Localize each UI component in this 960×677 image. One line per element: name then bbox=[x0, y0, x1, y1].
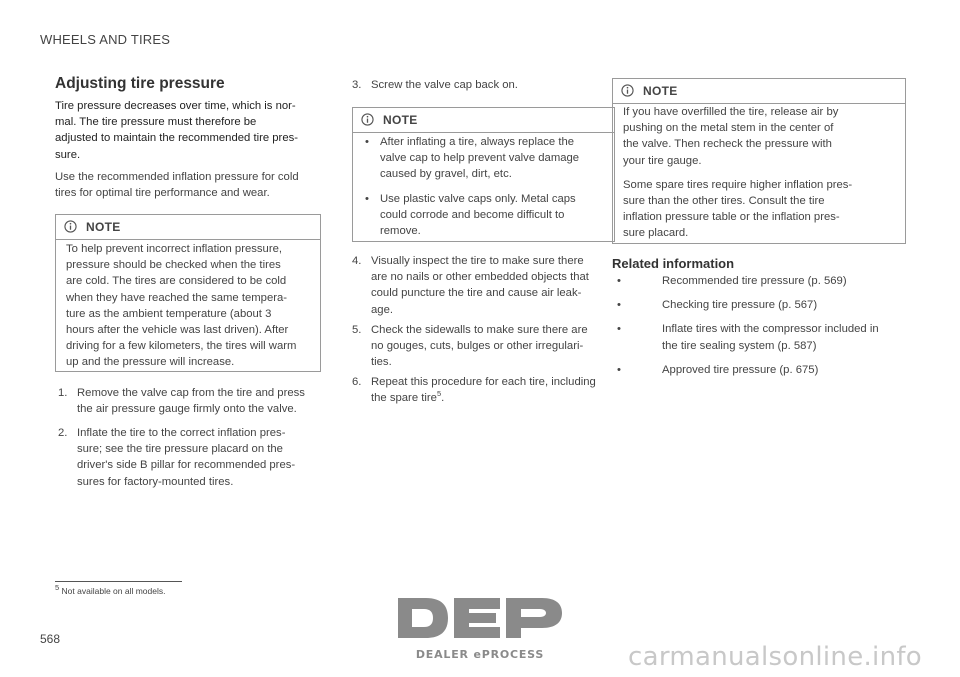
note-body: If you have overfilled the tire, release air by pushing on the metal stem in the center of the valve. Then recheck the pressure with your tire gauge. Some spare tires require higher inflation pres- sure than the other tires. Consult the tire inflation pressure table or the inflation pres- sure placard. bbox=[623, 106, 853, 240]
note-label: NOTE bbox=[86, 220, 121, 234]
footnote-divider bbox=[55, 581, 182, 582]
list-item: • After inflating a tire, always replace the valve cap to help prevent valve damage caused by gravel, dirt, etc. bbox=[365, 136, 580, 181]
page-number: 568 bbox=[40, 632, 61, 646]
related-information-list bbox=[612, 273, 912, 386]
logo-subtitle: DEALER ePROCESS bbox=[415, 648, 545, 661]
footnote: $^5$ Not available on all models. bbox=[55, 583, 166, 596]
dealer-eprocess-logo bbox=[392, 592, 568, 664]
note-header bbox=[613, 79, 905, 104]
note-body: To help prevent incorrect inflation pressure, pressure should be checked when the tires are cold. The tires are considered to be cold when they have reached the same tempera- ture as the ambient temperature (about 3 hours after the vehicle was last driven). After driving for a few kilometers, the tires will warm up and the pressure will increase. bbox=[66, 243, 297, 369]
info-icon bbox=[64, 220, 77, 233]
footnote-reference: 5 bbox=[436, 389, 442, 399]
related-link-approved-pressure[interactable]: • Approved tire pressure (p. 675) bbox=[617, 363, 819, 376]
note-label: NOTE bbox=[383, 113, 418, 127]
note-body bbox=[363, 134, 606, 247]
related-link-recommended-pressure[interactable]: • Recommended tire pressure (p. 569) bbox=[617, 275, 847, 287]
watermark: carmanualsonline.info bbox=[628, 642, 923, 672]
article-title: Adjusting tire pressure bbox=[55, 75, 225, 92]
note-box-valve-caps bbox=[352, 107, 615, 242]
related-link-inflate-compressor[interactable]: • Inflate tires with the compressor included in the tire sealing system (p. 587) bbox=[617, 323, 879, 352]
related-information-title: Related information bbox=[612, 256, 735, 271]
intro-bold-text: Tire pressure decreases over time, which is nor- mal. The tire pressure must therefore be adjusted to maintain the recommended tire pres- sure. bbox=[55, 100, 299, 161]
list-item: • Use plastic valve caps only. Metal caps could corrode and become difficult to remove. bbox=[365, 192, 576, 238]
note-box-cold-tires bbox=[55, 214, 321, 372]
related-link-checking-pressure[interactable]: • Checking tire pressure (p. 567) bbox=[617, 299, 818, 312]
info-icon bbox=[621, 84, 634, 97]
intro-paragraph: Use the recommended inflation pressure for cold tires for optimal tire performance and wear. bbox=[55, 171, 299, 200]
note-label: NOTE bbox=[643, 84, 678, 98]
note-box-overfill bbox=[612, 78, 906, 244]
note-header bbox=[56, 215, 320, 240]
note-header bbox=[353, 108, 614, 133]
section-header: WHEELS AND TIRES bbox=[40, 32, 171, 47]
info-icon bbox=[361, 113, 374, 126]
